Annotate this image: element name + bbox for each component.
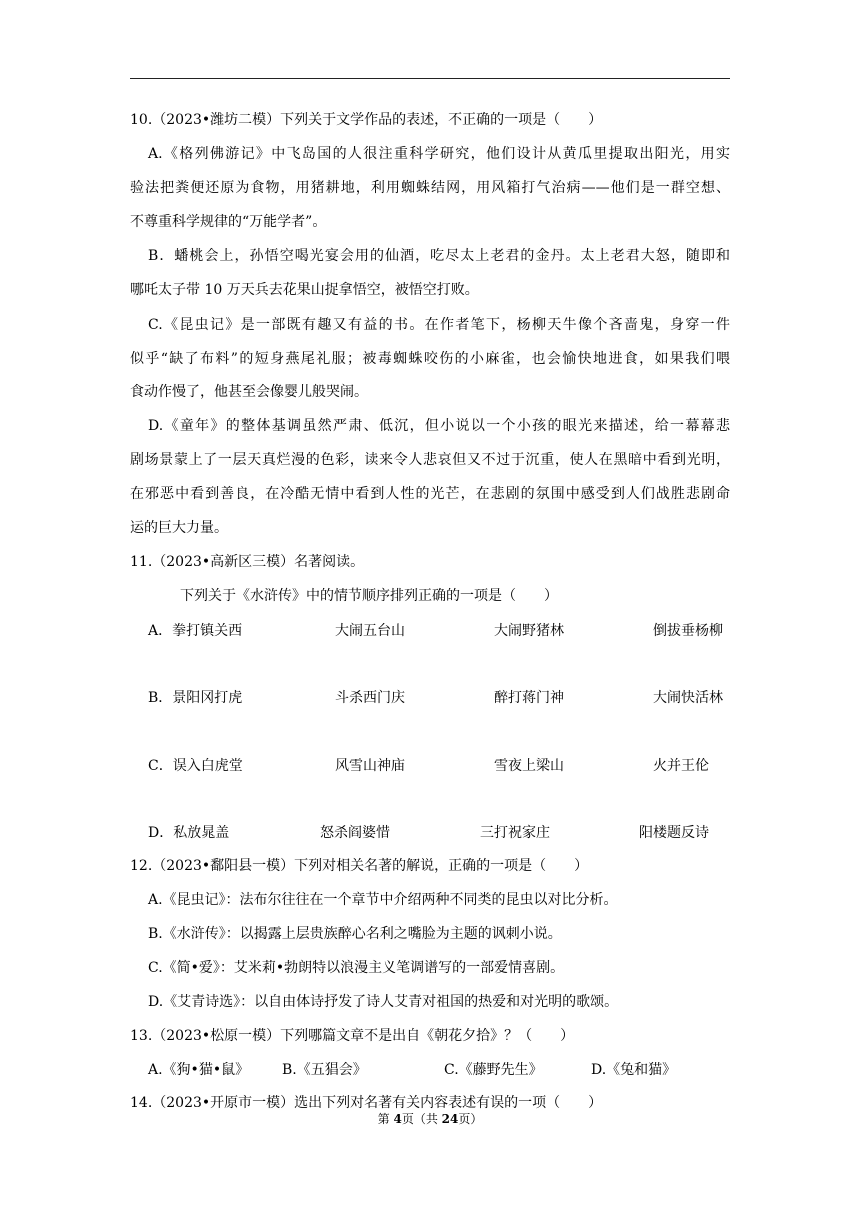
q11-option-c bbox=[148, 756, 730, 776]
q11-c-item4: 火并王伦 bbox=[653, 758, 709, 774]
footer-middle: 页（共 bbox=[401, 1112, 442, 1126]
q10-option-c-line2: 似乎“缺了布料”的短身燕尾礼服；被毒蜘蛛咬伤的小麻雀，也会愉快地进食，如果我们喂 bbox=[130, 351, 730, 367]
q12-option-a: A.《昆虫记》：法布尔往往在一个章节中介绍两种不同类的昆虫以对比分析。 bbox=[148, 892, 618, 908]
q10-stem: 10.（2023•潍坊二模）下列关于文学作品的表述，不正确的一项是（ ） bbox=[130, 112, 603, 128]
q10-option-d-line4: 运的巨大力量。 bbox=[130, 520, 228, 536]
q11-d-item4: 阳楼题反诗 bbox=[639, 825, 709, 841]
q10-option-d-line3: 在邪恶中看到善良，在冷酷无情中看到人性的光芒，在悲剧的氛围中感受到人们战胜悲剧命 bbox=[130, 486, 730, 502]
q10-option-c-line3: 食动作慢了，他甚至会像婴儿般哭闹。 bbox=[130, 384, 368, 400]
q13-option-a: A.《狗•猫•鼠》 bbox=[148, 1062, 250, 1078]
q13-option-b: B.《五猖会》 bbox=[282, 1062, 367, 1078]
q11-d-item1: D．私放晁盖 bbox=[148, 825, 230, 841]
q12-option-b: B.《水浒传》：以揭露上层贵族醉心名利之嘴脸为主题的讽刺小说。 bbox=[148, 926, 562, 942]
q13-option-c: C.《藤野先生》 bbox=[444, 1062, 543, 1078]
q11-b-item3: 醉打蒋门神 bbox=[494, 690, 564, 706]
footer-prefix: 第 bbox=[377, 1112, 394, 1126]
q11-sub-question: 下列关于《水浒传》中的情节顺序排列正确的一项是（ ） bbox=[180, 588, 558, 604]
q12-option-c: C.《简•爱》：艾米莉•勃朗特以浪漫主义笔调谱写的一部爱情喜剧。 bbox=[148, 960, 565, 976]
q13-options bbox=[148, 1060, 730, 1080]
q10-option-c-line1: C.《昆虫记》是一部既有趣又有益的书。在作者笔下，杨柳天牛像个吝啬鬼，身穿一件 bbox=[148, 317, 730, 333]
q11-a-item1: A．拳打镇关西 bbox=[148, 623, 243, 639]
q14-stem: 14.（2023•开原市一模）选出下列对名著有关内容表述有误的一项（ ） bbox=[130, 1095, 603, 1111]
q11-d-item3: 三打祝家庄 bbox=[480, 825, 550, 841]
q11-stem: 11.（2023•高新区三模）名著阅读。 bbox=[130, 554, 365, 570]
q11-b-item2: 斗杀西门庆 bbox=[335, 690, 405, 706]
q11-a-item4: 倒拔垂杨柳 bbox=[653, 623, 723, 639]
q12-stem: 12.（2023•鄱阳县一模）下列对相关名著的解说，正确的一项是（ ） bbox=[130, 858, 589, 874]
q11-option-b bbox=[148, 688, 730, 708]
q11-d-item2: 怒杀阎婆惜 bbox=[320, 825, 390, 841]
q11-c-item3: 雪夜上梁山 bbox=[494, 758, 564, 774]
total-pages-number: 24 bbox=[441, 1112, 459, 1126]
q10-option-d-line2: 剧场景蒙上了一层天真烂漫的色彩，读来令人悲哀但又不过于沉重，使人在黑暗中看到光明， bbox=[130, 452, 730, 468]
footer-suffix: 页） bbox=[458, 1112, 483, 1126]
q11-option-a bbox=[148, 621, 730, 641]
q13-option-d: D.《兔和猫》 bbox=[591, 1062, 677, 1078]
q10-option-b-line2: 哪吒太子带 10 万天兵去花果山捉拿悟空，被悟空打败。 bbox=[130, 282, 479, 298]
q11-c-item1: C．误入白虎堂 bbox=[148, 758, 243, 774]
q11-b-item1: B．景阳冈打虎 bbox=[148, 690, 243, 706]
q10-option-a-line3: 不尊重科学规律的“万能学者”。 bbox=[130, 214, 327, 230]
header-rule bbox=[130, 78, 730, 79]
q11-a-item3: 大闹野猪林 bbox=[494, 623, 564, 639]
q11-b-item4: 大闹快活林 bbox=[653, 690, 723, 706]
q11-a-item2: 大闹五台山 bbox=[335, 623, 405, 639]
q11-c-item2: 风雪山神庙 bbox=[335, 758, 405, 774]
q10-option-d-line1: D.《童年》的整体基调虽然严肃、低沉，但小说以一个小孩的眼光来描述，给一幕幕悲 bbox=[148, 418, 730, 434]
q10-option-a-line1: A.《格列佛游记》中飞岛国的人很注重科学研究，他们设计从黄瓜里提取出阳光，用实 bbox=[148, 146, 730, 162]
q10-option-b-line1: B．蟠桃会上，孙悟空喝光宴会用的仙酒，吃尽太上老君的金丹。太上老君大怒，随即和 bbox=[148, 248, 730, 264]
q12-option-d: D.《艾青诗选》：以自由体诗抒发了诗人艾青对祖国的热爱和对光明的歌颂。 bbox=[148, 994, 619, 1010]
q11-option-d bbox=[148, 823, 730, 843]
q10-option-a-line2: 验法把粪便还原为食物，用猪耕地，利用蜘蛛结网，用风箱打气治病——他们是一群空想、 bbox=[130, 180, 730, 196]
current-page-number: 4 bbox=[393, 1112, 402, 1126]
q13-stem: 13.（2023•松原一模）下列哪篇文章不是出自《朝花夕拾》？（ ） bbox=[130, 1028, 575, 1044]
page-footer bbox=[0, 1111, 860, 1127]
